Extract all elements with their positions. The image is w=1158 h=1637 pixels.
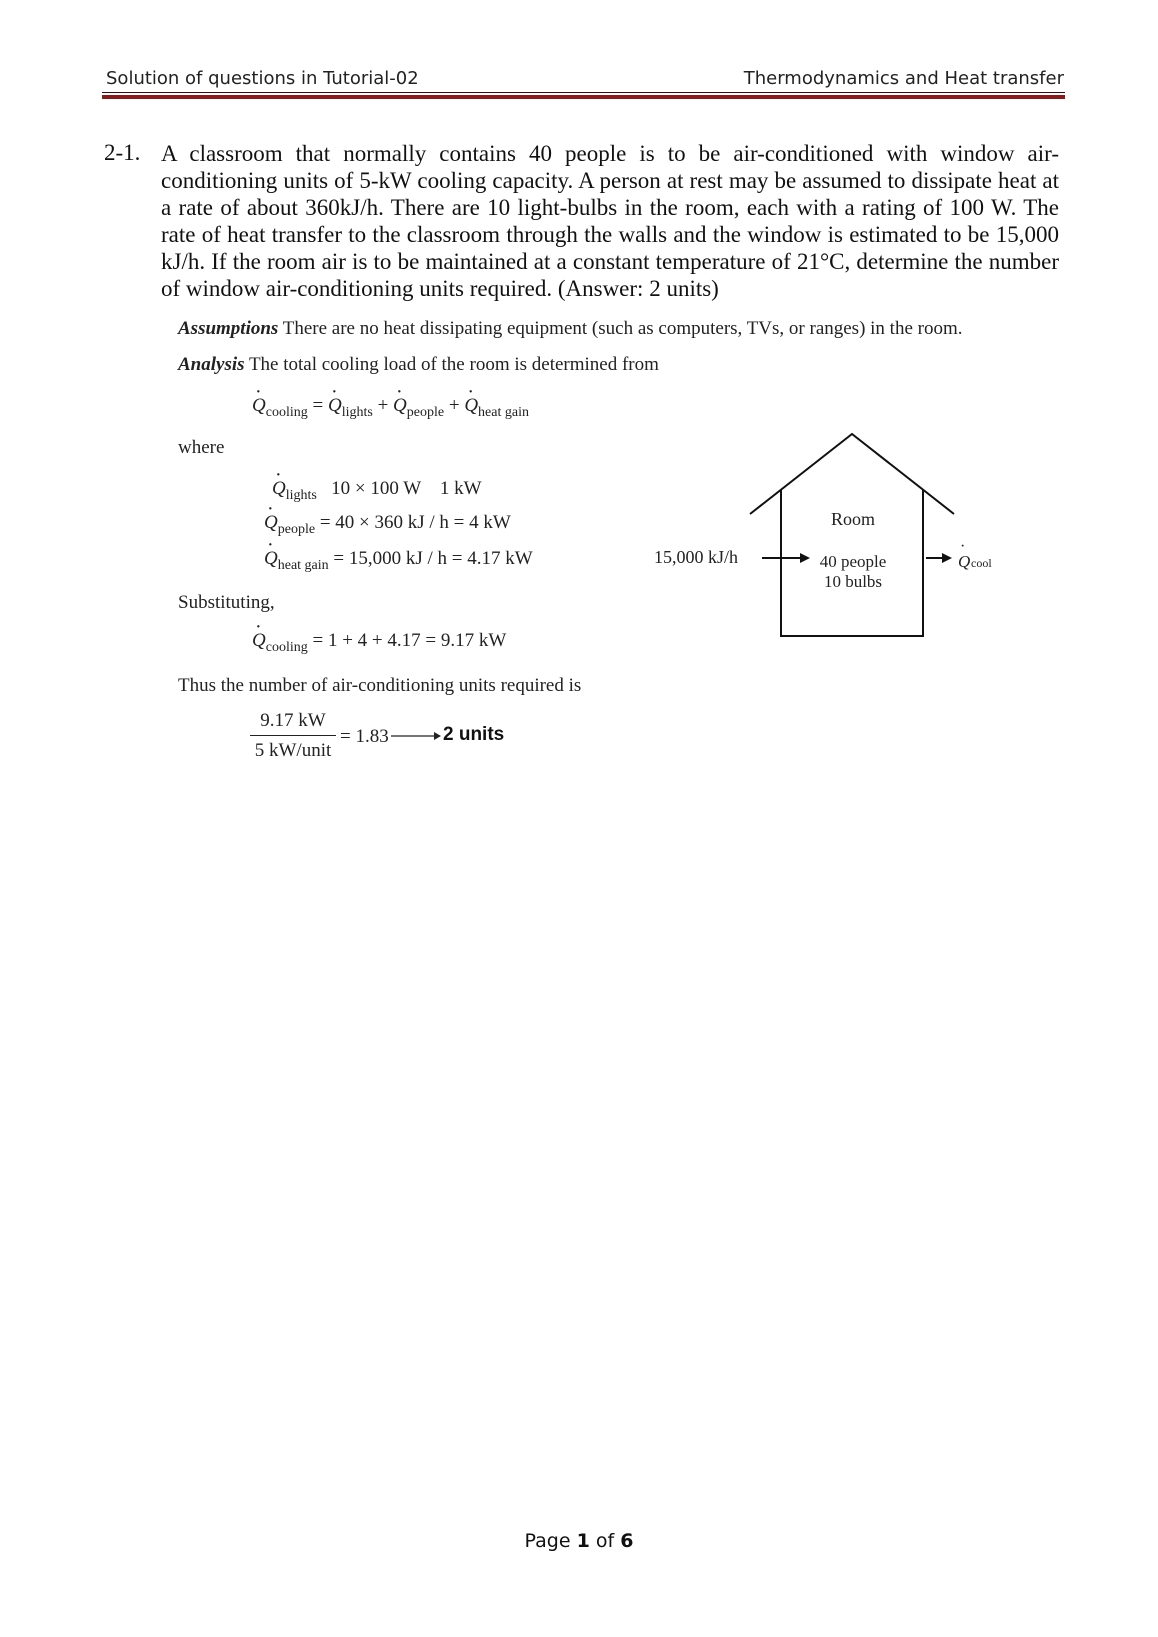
footer-total-pages: 6	[620, 1530, 634, 1552]
header-rule-thin	[102, 92, 1065, 93]
result-arrow	[390, 728, 442, 744]
q-out-arrowhead	[942, 553, 952, 563]
equation-total-load: · $Q_{cooling}$ = · $Q_{lights}$ + · $Q_{people}$ + · $Q_{heat gain}$	[252, 395, 529, 417]
q-out-sub: cool	[971, 556, 992, 570]
q-out-dot: ·	[960, 538, 966, 555]
assumptions-text: There are no heat dissipating equipment (such as computers, TVs, or ranges) in the room.	[278, 318, 963, 339]
thus-text: Thus the number of air-conditioning units required is	[178, 675, 582, 696]
equation-substituted: · $Q_{cooling} = 1 + 4 + 4.17 = 9.17$ kW	[252, 630, 506, 652]
equation-people: · $Q_{people} = 40 \times 360$ kJ / h = 4 kW	[264, 512, 511, 534]
header-left: Solution of questions in Tutorial-02	[106, 68, 419, 89]
bulbs-label: 10 bulbs	[823, 572, 883, 591]
fraction-bar	[250, 735, 336, 736]
where-text: where	[178, 437, 225, 458]
footer-page-word: Page	[524, 1530, 571, 1552]
substituting-text: Substituting,	[178, 592, 275, 613]
answer-units: 2 units	[443, 724, 505, 745]
analysis-text: The total cooling load of the room is determined from	[244, 354, 659, 375]
heat-in-label: 15,000 kJ/h	[654, 547, 739, 567]
room-label: Room	[830, 509, 876, 529]
heat-in-arrowhead	[800, 553, 810, 563]
fraction-numerator: 9.17 kW	[260, 710, 326, 731]
header-right: Thermodynamics and Heat transfer	[743, 68, 1064, 89]
fraction-denominator: 5 kW/unit	[254, 740, 332, 761]
footer-of-word: of	[595, 1530, 615, 1552]
header-rule-thick	[102, 95, 1065, 99]
question-number: 2-1.	[104, 140, 141, 165]
room-diagram	[640, 420, 1020, 650]
assumptions-line	[178, 318, 963, 340]
question-text: A classroom that normally contains 40 people is to be air-conditioned with window air-conditioning units of 5-kW cooling capacity. A person at rest may be assumed to dissipate heat at a rate of about 360kJ/h. There are 10 light-bulbs in the room, each with a rating of 100 W. The rate of heat transfer to the classroom through the walls and the window is estimated to be 15,000 kJ/h. If the room air is to be maintained at a constant temperature of 21°C, determine the number of window air-conditioning units required. (Answer: 2 units)	[161, 141, 1059, 301]
analysis-line	[178, 354, 659, 376]
page-footer	[0, 1530, 1158, 1552]
fraction-result: = 1.83	[340, 726, 389, 747]
equation-heat-gain: · $Q_{heat gain} = 15,000$ kJ / h = 4.17 kW	[264, 548, 533, 570]
people-label: 40 people	[819, 552, 887, 571]
analysis-label: Analysis	[178, 354, 245, 375]
assumptions-label: Assumptions	[178, 318, 279, 339]
equation-lights: · $Q_{lights}$ 10 × 100 W 1 kW	[272, 478, 482, 500]
q-out-symbol: Q	[958, 552, 971, 571]
footer-current-page: 1	[576, 1530, 590, 1552]
